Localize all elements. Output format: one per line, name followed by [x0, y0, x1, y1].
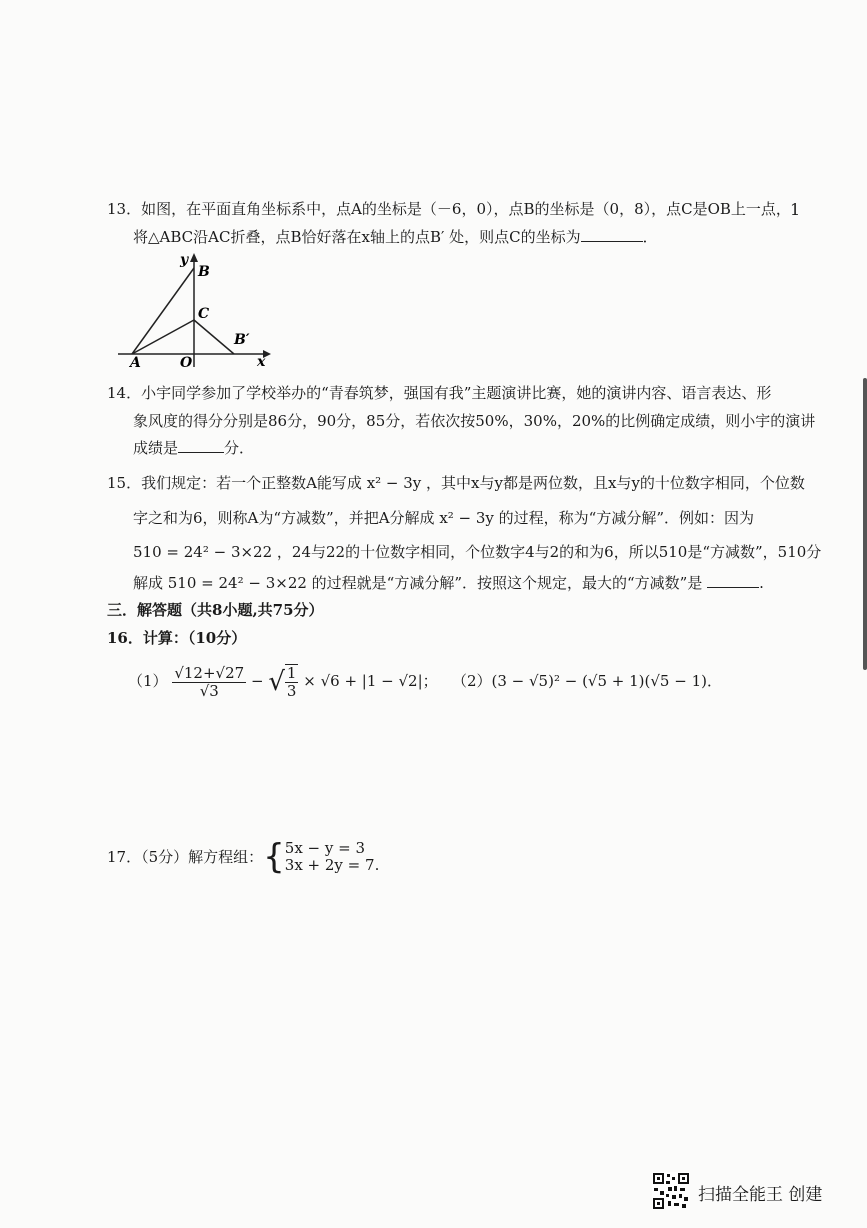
q13-line1: 13．如图，在平面直角坐标系中，点A的坐标是（－6，0），点B的坐标是（0，8），点C是OB上一点， [107, 200, 791, 218]
q13-answer-blank [581, 227, 643, 242]
q15-line1: 15．我们规定：若一个正整数A能写成 x² − 3y ，其中x与y都是两位数，且x与y的十位数字相同，个位数 [107, 474, 805, 492]
q17-equation-system: 5x − y = 3 3x + 2y = 7. [284, 839, 380, 874]
q16-expressions: （1） $\frac{√12+√27}{√3}$ − √ $\frac{1}{3}$ × √6 + |1 − √2|； （2）(3 − √5)² − (√5 + 1)(√5 − 1)． [128, 663, 722, 700]
scrollbar-thumb[interactable] [863, 378, 867, 670]
q16-sqrt-fraction: $\frac{1}{3}$ [286, 664, 297, 700]
page-number: 1 [790, 200, 801, 219]
q16-part1-fraction: $\frac{√12+√27}{√3}$ [174, 663, 245, 700]
q15-line4: 解成 510 = 24² − 3×22 的过程就是“方减分解”．按照这个规定，最大的“方减数”是 . [133, 574, 764, 592]
footer-watermark-text: 扫描全能王 创建 [698, 1185, 823, 1205]
sqrt-sign: √ [268, 667, 285, 697]
section-heading: 三．解答题（共8小题,共75分） [107, 601, 324, 619]
q14-line2: 象风度的得分分别是86分，90分，85分，若依次按50%，30%，20%的比例确定成绩，则小宇的演讲 [133, 412, 816, 430]
q13-coordinate-figure [118, 250, 278, 370]
q14-line1: 14．小宇同学参加了学校举办的“青春筑梦，强国有我”主题演讲比赛，她的演讲内容、语言表达、形 [107, 384, 772, 402]
fig-label-b: B [198, 264, 210, 280]
fig-label-y: y [180, 252, 189, 268]
q15-line3: 510 = 24² − 3×22 ，24与22的十位数字相同，个位数字4与2的和为6，所以510是“方减数”，510分 [133, 543, 822, 561]
fig-label-o: O [180, 355, 193, 370]
q15-answer-blank [707, 573, 759, 588]
q14-answer-blank [178, 438, 224, 453]
q14-line3: 成绩是 分． [133, 439, 255, 457]
q16-part1-label: （1） [128, 672, 168, 690]
q17-line: 17．（5分）解方程组：{ 5x − y = 3 3x + 2y = 7. [107, 837, 380, 877]
brace: { [263, 837, 285, 877]
fig-label-b-prime: B′ [234, 332, 250, 348]
fig-label-x: x [257, 354, 266, 370]
q16-part2: （2）(3 − √5)² − (√5 + 1)(√5 − 1)． [451, 672, 722, 690]
fig-label-c: C [198, 306, 210, 322]
q16-title: 16．计算：（10分） [107, 629, 247, 647]
q15-line2: 字之和为6，则称A为“方减数”，并把A分解成 x² − 3y 的过程，称为“方减分解”．例如：因为 [133, 509, 755, 527]
qr-code-icon [652, 1172, 690, 1210]
q13-line2: 将△ABC沿AC折叠，点B恰好落在x轴上的点B′ 处，则点C的坐标为 ． [133, 228, 658, 246]
fig-label-a: A [130, 355, 141, 370]
